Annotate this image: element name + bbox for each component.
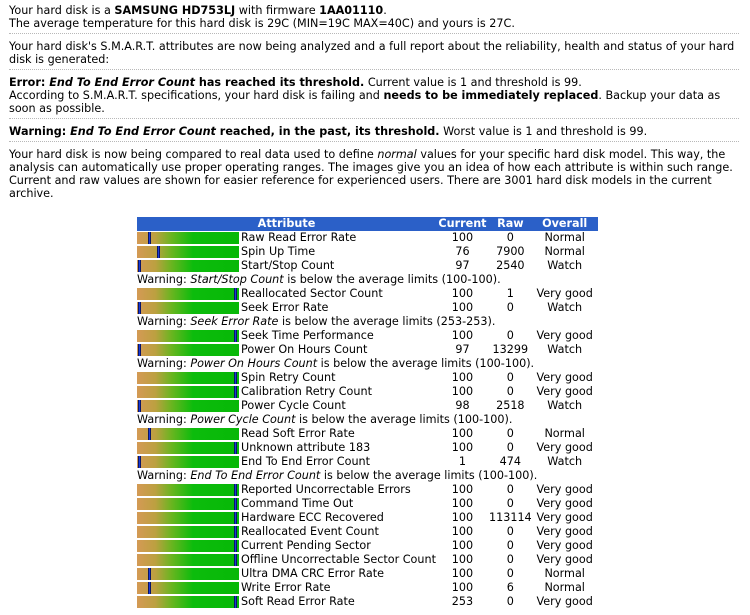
current-value: 100: [451, 371, 474, 384]
raw-value: 0: [506, 567, 514, 580]
row-warning-suffix: is below the average limits (100-100).: [295, 413, 513, 426]
header-current: Current: [436, 217, 489, 231]
row-warning-attribute: Seek Error Rate: [190, 315, 279, 328]
report-body: [9, 4, 739, 209]
row-warning-prefix: Warning:: [137, 273, 191, 286]
row-warning: [137, 413, 598, 427]
overall-status: Very good: [536, 329, 593, 342]
current-value: 100: [451, 287, 474, 300]
raw-value: 0: [506, 427, 514, 440]
attribute-name: Offline Uncorrectable Sector Count: [241, 553, 436, 566]
health-marker: [148, 568, 151, 580]
table-row: [137, 525, 598, 539]
health-marker: [234, 526, 237, 538]
table-row: [137, 371, 598, 385]
health-bar-cell: [137, 329, 241, 343]
table-row: [137, 329, 598, 343]
current-value: 98: [455, 399, 470, 412]
overall-status: Normal: [544, 567, 585, 580]
row-warning: [137, 315, 598, 329]
health-marker: [234, 498, 237, 510]
error-threshold-text: has reached its threshold.: [195, 76, 365, 89]
row-warning-suffix: is below the average limits (253-253).: [278, 315, 496, 328]
error-prefix: Error:: [9, 76, 50, 89]
table-row: [137, 497, 598, 511]
overall-status: Very good: [536, 497, 593, 510]
disk-info-text: with firmware: [235, 4, 320, 17]
overall-status: Very good: [536, 287, 593, 300]
health-bar-cell: [137, 427, 241, 441]
row-warning-attribute: Power Cycle Count: [190, 413, 296, 426]
attribute-name: Seek Error Rate: [241, 301, 329, 314]
current-value: 100: [451, 427, 474, 440]
health-bar: [137, 400, 239, 412]
header-raw: Raw: [489, 217, 532, 231]
health-marker: [234, 554, 237, 566]
current-value: 100: [451, 441, 474, 454]
health-marker: [234, 372, 237, 384]
health-bar: [137, 512, 239, 524]
health-bar-cell: [137, 343, 241, 357]
row-warning: [137, 469, 598, 483]
table-header-row: [137, 217, 598, 231]
health-marker: [234, 442, 237, 454]
current-value: 100: [451, 483, 474, 496]
warning-value-text: Worst value is 1 and threshold is 99.: [439, 125, 648, 138]
error-line: [9, 76, 739, 89]
current-value: 100: [451, 301, 474, 314]
raw-value: 0: [506, 385, 514, 398]
comparison-italic: normal: [377, 148, 417, 161]
raw-value: 0: [506, 483, 514, 496]
attribute-name: Ultra DMA CRC Error Rate: [241, 567, 385, 580]
health-bar-cell: [137, 567, 241, 581]
row-warning-prefix: Warning:: [137, 469, 191, 482]
error-advice-text: . Backup your data as soon as possible.: [9, 89, 721, 115]
table-body: [137, 231, 598, 609]
current-value: 100: [451, 385, 474, 398]
current-value: 97: [455, 259, 470, 272]
overall-status: Very good: [536, 511, 593, 524]
overall-status: Very good: [536, 525, 593, 538]
health-bar: [137, 568, 239, 580]
health-bar: [137, 498, 239, 510]
row-warning: [137, 273, 598, 287]
error-value-text: Current value is 1 and threshold is 99.: [364, 76, 582, 89]
current-value: 100: [451, 581, 474, 594]
table-row: [137, 301, 598, 315]
health-bar-cell: [137, 385, 241, 399]
overall-status: Watch: [547, 301, 583, 314]
current-value: 100: [451, 497, 474, 510]
health-marker: [148, 232, 151, 244]
replace-advice: needs to be immediately replaced: [383, 89, 599, 102]
row-warning-suffix: is below the average limits (100-100).: [320, 469, 538, 482]
health-bar: [137, 302, 239, 314]
raw-value: 1: [506, 287, 514, 300]
current-value: 100: [451, 553, 474, 566]
error-advice: [9, 89, 739, 115]
health-bar: [137, 288, 239, 300]
health-bar: [137, 526, 239, 538]
row-warning-attribute: Start/Stop Count: [190, 273, 284, 286]
warning-row: [137, 469, 598, 483]
current-value: 100: [451, 539, 474, 552]
health-marker: [138, 456, 141, 468]
row-warning-suffix: is below the average limits (100-100).: [317, 357, 535, 370]
raw-value: 0: [506, 525, 514, 538]
health-bar: [137, 456, 239, 468]
overall-status: Very good: [536, 385, 593, 398]
health-bar: [137, 540, 239, 552]
table-row: [137, 231, 598, 245]
health-bar-cell: [137, 455, 241, 469]
health-bar: [137, 484, 239, 496]
health-bar-cell: [137, 301, 241, 315]
warning-line: [9, 125, 739, 138]
raw-value: 0: [506, 231, 514, 244]
raw-value: 474: [499, 455, 521, 468]
overall-status: Very good: [536, 441, 593, 454]
warning-row: [137, 273, 598, 287]
error-advice-text: According to S.M.A.R.T. specifications, your hard disk is failing and: [9, 89, 384, 102]
overall-status: Watch: [547, 399, 583, 412]
health-bar: [137, 372, 239, 384]
table-row: [137, 539, 598, 553]
attribute-name: Current Pending Sector: [241, 539, 371, 552]
row-warning-prefix: Warning:: [137, 357, 191, 370]
disk-info: [9, 4, 739, 34]
disk-model: SAMSUNG HD753LJ: [114, 4, 236, 17]
attribute-name: Reallocated Event Count: [241, 525, 379, 538]
table-row: [137, 553, 598, 567]
health-bar-cell: [137, 245, 241, 259]
error-attribute: End To End Error Count: [49, 76, 195, 89]
firmware-version: 1AA01110: [319, 4, 384, 17]
analysis-text: Your hard disk's S.M.A.R.T. attributes are now being analyzed and a full report about the reliability, health and status of your hard disk is generated:: [9, 40, 735, 66]
raw-value: 6: [506, 581, 514, 594]
current-value: 100: [451, 511, 474, 524]
health-bar-cell: [137, 595, 241, 609]
overall-status: Watch: [547, 259, 583, 272]
health-bar-cell: [137, 287, 241, 301]
attribute-name: Start/Stop Count: [241, 259, 335, 272]
overall-status: Normal: [544, 427, 585, 440]
overall-status: Very good: [536, 539, 593, 552]
table-row: [137, 399, 598, 413]
raw-value: 113114: [488, 511, 532, 524]
disk-info-text: .: [383, 4, 387, 17]
raw-value: 0: [506, 441, 514, 454]
raw-value: 0: [506, 539, 514, 552]
row-warning-suffix: is below the average limits (100-100).: [283, 273, 501, 286]
health-bar-cell: [137, 497, 241, 511]
overall-status: Normal: [544, 245, 585, 258]
comparison-text-part: values for your specific hard disk model. This way, the analysis can automatically use proper operating ranges. The images give you an idea of how each attribute is within such range. Current and raw values are shown for easier reference for experienced users. There are 3001 hard disk models in the current archive.: [9, 148, 733, 200]
table-row: [137, 455, 598, 469]
attribute-name: Spin Up Time: [241, 245, 316, 258]
raw-value: 13299: [492, 343, 529, 356]
health-marker: [234, 512, 237, 524]
table-row: [137, 385, 598, 399]
health-bar: [137, 582, 239, 594]
health-bar-cell: [137, 581, 241, 595]
attribute-name: Raw Read Error Rate: [241, 231, 357, 244]
health-bar-cell: [137, 553, 241, 567]
current-value: 253: [451, 595, 474, 608]
warning-threshold-text: reached, in the past, its threshold.: [215, 125, 440, 138]
health-bar-cell: [137, 511, 241, 525]
health-marker: [148, 428, 151, 440]
health-bar: [137, 554, 239, 566]
health-marker: [148, 582, 151, 594]
health-bar-cell: [137, 483, 241, 497]
health-marker: [234, 540, 237, 552]
attribute-name: Calibration Retry Count: [241, 385, 372, 398]
health-bar-cell: [137, 441, 241, 455]
current-value: 100: [451, 231, 474, 244]
health-bar: [137, 344, 239, 356]
health-bar-cell: [137, 259, 241, 273]
table-row: [137, 259, 598, 273]
raw-value: 0: [506, 553, 514, 566]
error-message: [9, 76, 739, 119]
current-value: 100: [451, 329, 474, 342]
raw-value: 2540: [496, 259, 525, 272]
table-row: [137, 567, 598, 581]
row-warning-attribute: Power On Hours Count: [190, 357, 318, 370]
overall-status: Watch: [547, 343, 583, 356]
attribute-name: Read Soft Error Rate: [241, 427, 355, 440]
attribute-name: Unknown attribute 183: [241, 441, 371, 454]
attribute-name: Write Error Rate: [241, 581, 331, 594]
raw-value: 0: [506, 497, 514, 510]
table-row: [137, 287, 598, 301]
health-marker: [138, 260, 141, 272]
attribute-name: Seek Time Performance: [241, 329, 374, 342]
overall-status: Very good: [536, 371, 593, 384]
health-marker: [234, 330, 237, 342]
health-bar: [137, 428, 239, 440]
raw-value: 0: [506, 371, 514, 384]
health-bar: [137, 596, 239, 608]
health-bar: [137, 232, 239, 244]
attribute-name: Command Time Out: [241, 497, 354, 510]
table-row: [137, 343, 598, 357]
warning-row: [137, 413, 598, 427]
warning-prefix: Warning:: [9, 125, 71, 138]
warning-attribute: End To End Error Count: [70, 125, 216, 138]
health-marker: [234, 596, 237, 608]
header-attribute: Attribute: [137, 217, 436, 231]
health-marker: [157, 246, 160, 258]
attribute-name: Power On Hours Count: [241, 343, 368, 356]
row-warning-prefix: Warning:: [137, 315, 191, 328]
disk-info-text: Your hard disk is a: [9, 4, 115, 17]
overall-status: Very good: [536, 553, 593, 566]
table-row: [137, 511, 598, 525]
table-row: [137, 595, 598, 609]
health-bar: [137, 442, 239, 454]
row-warning: [137, 357, 598, 371]
raw-value: 0: [506, 301, 514, 314]
overall-status: Normal: [544, 231, 585, 244]
attribute-name: Soft Read Error Rate: [241, 595, 355, 608]
overall-status: Very good: [536, 483, 593, 496]
attribute-name: Hardware ECC Recovered: [241, 511, 384, 524]
table-row: [137, 581, 598, 595]
attribute-name: Reported Uncorrectable Errors: [241, 483, 411, 496]
row-warning-attribute: End To End Error Count: [190, 469, 321, 482]
comparison-text: [9, 148, 739, 200]
raw-value: 2518: [496, 399, 525, 412]
health-bar: [137, 386, 239, 398]
attribute-name: End To End Error Count: [241, 455, 371, 468]
health-bar: [137, 246, 239, 258]
current-value: 100: [451, 525, 474, 538]
table-row: [137, 441, 598, 455]
current-value: 97: [455, 343, 470, 356]
smart-attributes-table: [137, 217, 598, 609]
health-bar: [137, 330, 239, 342]
attribute-name: Spin Retry Count: [241, 371, 336, 384]
health-bar-cell: [137, 371, 241, 385]
health-marker: [138, 400, 141, 412]
current-value: 100: [451, 567, 474, 580]
disk-info-line: [9, 4, 739, 17]
comparison-text-part: Your hard disk is now being compared to real data used to define: [9, 148, 378, 161]
raw-value: 0: [506, 329, 514, 342]
warning-row: [137, 315, 598, 329]
warning-message: [9, 125, 739, 142]
health-marker: [234, 386, 237, 398]
table-row: [137, 427, 598, 441]
analysis-note: [9, 40, 739, 70]
attribute-name: Reallocated Sector Count: [241, 287, 383, 300]
health-bar-cell: [137, 539, 241, 553]
health-marker: [138, 302, 141, 314]
health-bar: [137, 260, 239, 272]
row-warning-prefix: Warning:: [137, 413, 191, 426]
current-value: 1: [458, 455, 467, 468]
overall-status: Normal: [544, 581, 585, 594]
health-bar-cell: [137, 399, 241, 413]
raw-value: 7900: [496, 245, 525, 258]
overall-status: Very good: [536, 595, 593, 608]
overall-status: Watch: [547, 455, 583, 468]
raw-value: 0: [506, 595, 514, 608]
attribute-name: Power Cycle Count: [241, 399, 346, 412]
health-marker: [234, 288, 237, 300]
table-row: [137, 245, 598, 259]
health-bar-cell: [137, 231, 241, 245]
health-marker: [234, 484, 237, 496]
health-marker: [138, 344, 141, 356]
health-bar-cell: [137, 525, 241, 539]
current-value: 76: [455, 245, 470, 258]
header-overall: Overall: [532, 217, 598, 231]
comparison-note: [9, 148, 739, 203]
table-row: [137, 483, 598, 497]
warning-row: [137, 357, 598, 371]
temperature-line: The average temperature for this hard disk is 29C (MIN=19C MAX=40C) and yours is 27C.: [9, 17, 515, 30]
